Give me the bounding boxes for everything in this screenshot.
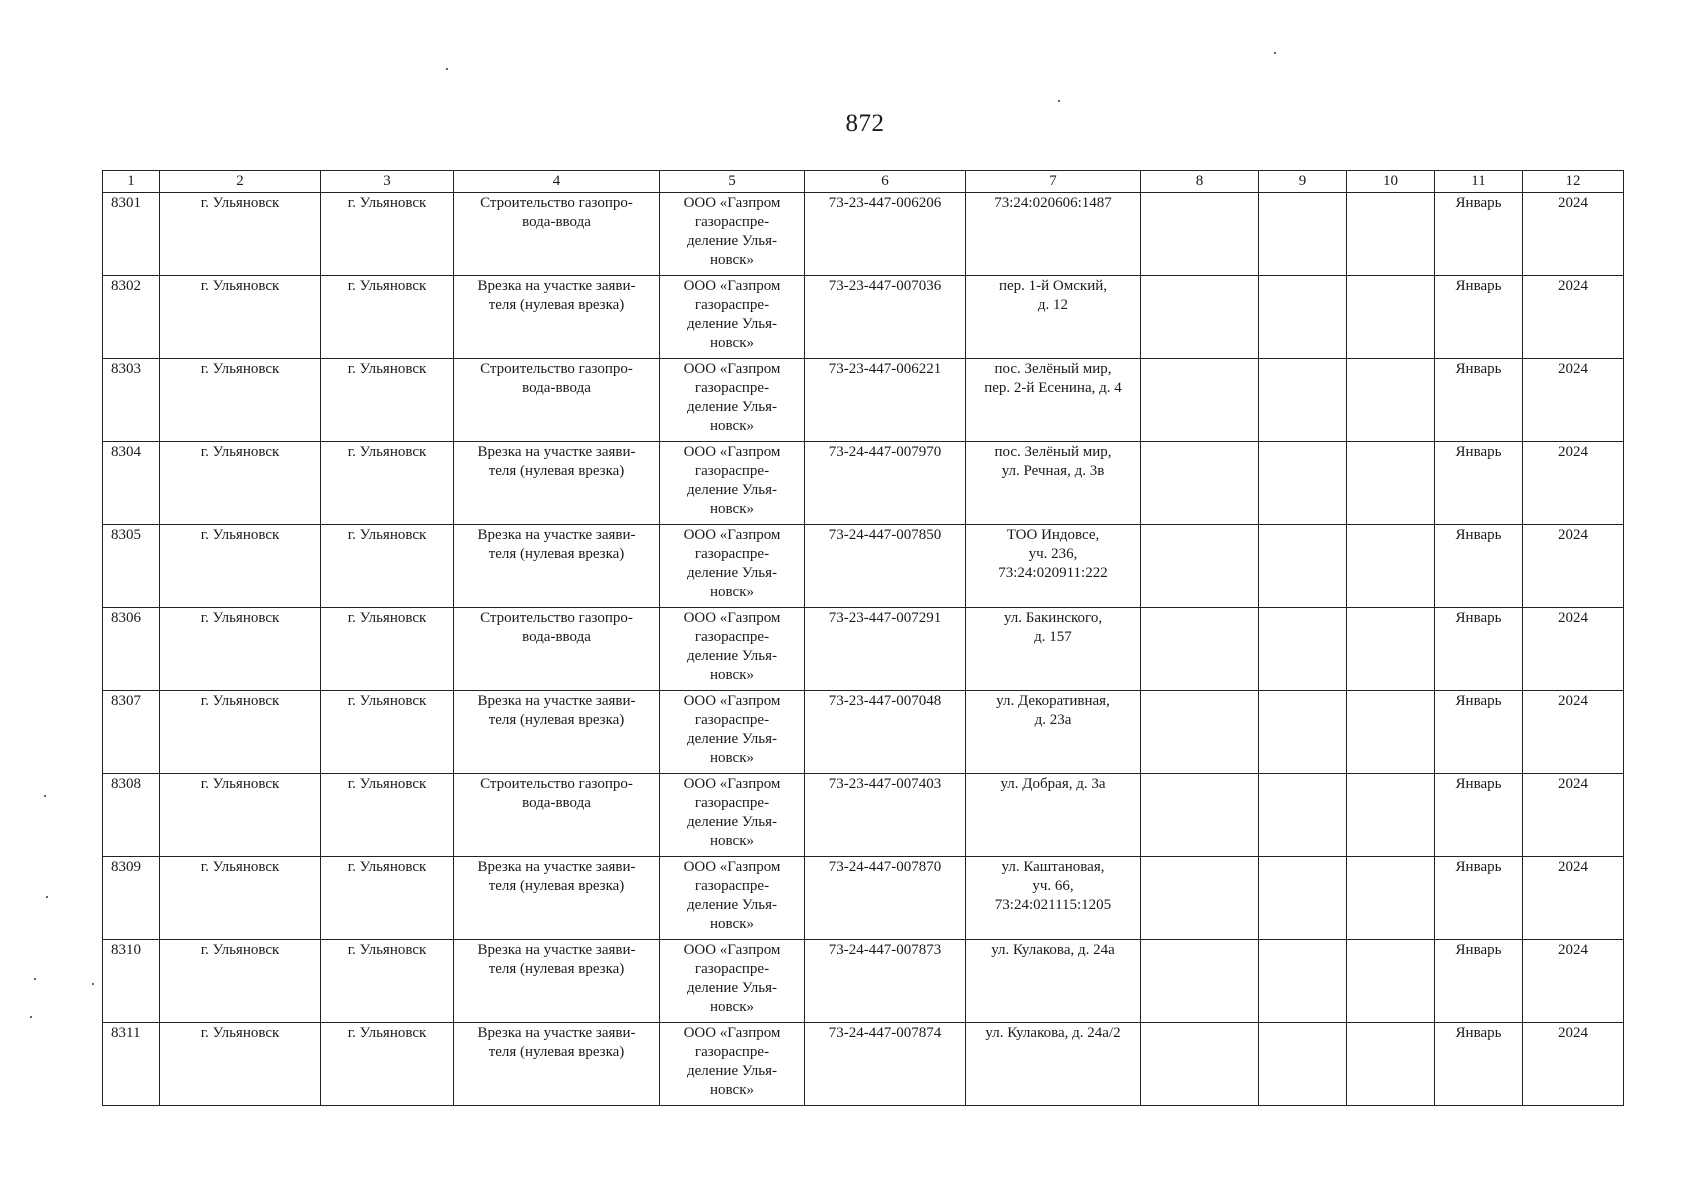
- cell-application-number: 73-23-447-006221: [805, 359, 966, 442]
- cell-work-type: [454, 1023, 660, 1106]
- cell-col-8: [1141, 276, 1259, 359]
- cell-settlement: г. Ульяновск: [321, 276, 454, 359]
- cell-line: ул. Бакинского,: [1003, 610, 1103, 626]
- cell-col-8: [1141, 193, 1259, 276]
- cell-number: 8306: [103, 608, 160, 691]
- cell-line: ООО «Газпром: [683, 1025, 781, 1041]
- cell-month: Январь: [1435, 1023, 1523, 1106]
- column-header-9: 9: [1259, 171, 1347, 193]
- cell-line: Врезка на участке заяви-: [477, 859, 636, 875]
- cell-col-10: [1347, 940, 1435, 1023]
- cell-col-8: [1141, 1023, 1259, 1106]
- cell-col-8: [1141, 857, 1259, 940]
- cell-col-8: [1141, 359, 1259, 442]
- cell-month: Январь: [1435, 691, 1523, 774]
- cell-line: Врезка на участке заяви-: [477, 693, 636, 709]
- cell-line: 73:24:020911:222: [998, 565, 1108, 581]
- scan-speck: [30, 1016, 32, 1018]
- cell-month: Январь: [1435, 774, 1523, 857]
- cell-settlement: г. Ульяновск: [321, 525, 454, 608]
- cell-organization: [660, 940, 805, 1023]
- column-header-12: 12: [1523, 171, 1624, 193]
- cell-line: деление Улья-: [686, 648, 778, 664]
- cell-year: 2024: [1523, 857, 1624, 940]
- cell-line: ООО «Газпром: [683, 942, 781, 958]
- cell-application-number: 73-23-447-007036: [805, 276, 966, 359]
- table-row: [103, 691, 1624, 774]
- cell-year: 2024: [1523, 608, 1624, 691]
- cell-address: [966, 608, 1141, 691]
- cell-settlement: г. Ульяновск: [321, 857, 454, 940]
- cell-organization: [660, 857, 805, 940]
- cell-organization: [660, 1023, 805, 1106]
- cell-line: газораспре-: [694, 1044, 770, 1060]
- cell-municipality: г. Ульяновск: [160, 608, 321, 691]
- cell-municipality: г. Ульяновск: [160, 525, 321, 608]
- cell-col-10: [1347, 774, 1435, 857]
- cell-line: теля (нулевая врезка): [488, 463, 625, 479]
- cell-line: ООО «Газпром: [683, 527, 781, 543]
- cell-address: [966, 359, 1141, 442]
- cell-col-9: [1259, 525, 1347, 608]
- cell-settlement: г. Ульяновск: [321, 442, 454, 525]
- cell-line: 73:24:020606:1487: [994, 195, 1112, 211]
- cell-col-10: [1347, 608, 1435, 691]
- cell-application-number: 73-23-447-007291: [805, 608, 966, 691]
- cell-line: ТОО Индовсе,: [1006, 527, 1100, 543]
- cell-line: газораспре-: [694, 878, 770, 894]
- cell-line: деление Улья-: [686, 233, 778, 249]
- cell-col-10: [1347, 442, 1435, 525]
- cell-col-8: [1141, 608, 1259, 691]
- table-row: [103, 359, 1624, 442]
- cell-col-10: [1347, 857, 1435, 940]
- cell-line: ООО «Газпром: [683, 444, 781, 460]
- cell-organization: [660, 359, 805, 442]
- cell-address: [966, 442, 1141, 525]
- cell-number: 8304: [103, 442, 160, 525]
- cell-address: [966, 857, 1141, 940]
- cell-line: газораспре-: [694, 712, 770, 728]
- cell-address: [966, 193, 1141, 276]
- cell-line: новск»: [710, 501, 754, 517]
- cell-line: ул. Кулакова, д. 24а/2: [985, 1025, 1121, 1041]
- cell-line: теля (нулевая врезка): [488, 297, 625, 313]
- cell-line: ООО «Газпром: [683, 859, 781, 875]
- cell-municipality: г. Ульяновск: [160, 940, 321, 1023]
- cell-number: 8302: [103, 276, 160, 359]
- cell-line: деление Улья-: [686, 980, 778, 996]
- header-row: [103, 171, 1624, 193]
- scan-speck: [34, 978, 36, 980]
- cell-number: 8307: [103, 691, 160, 774]
- cell-col-10: [1347, 1023, 1435, 1106]
- cell-year: 2024: [1523, 774, 1624, 857]
- table-body: [103, 193, 1624, 1106]
- cell-municipality: г. Ульяновск: [160, 1023, 321, 1106]
- cell-line: теля (нулевая врезка): [488, 546, 625, 562]
- cell-month: Январь: [1435, 940, 1523, 1023]
- table-row: [103, 940, 1624, 1023]
- cell-line: 73:24:021115:1205: [994, 897, 1112, 913]
- cell-line: деление Улья-: [686, 1063, 778, 1079]
- cell-year: 2024: [1523, 276, 1624, 359]
- cell-col-9: [1259, 359, 1347, 442]
- cell-line: теля (нулевая врезка): [488, 878, 625, 894]
- cell-col-8: [1141, 691, 1259, 774]
- page-number: 872: [845, 110, 885, 137]
- cell-year: 2024: [1523, 1023, 1624, 1106]
- cell-line: газораспре-: [694, 629, 770, 645]
- cell-application-number: 73-23-447-007403: [805, 774, 966, 857]
- column-header-5: 5: [660, 171, 805, 193]
- cell-line: теля (нулевая врезка): [488, 961, 625, 977]
- cell-work-type: [454, 774, 660, 857]
- cell-line: уч. 66,: [1032, 878, 1074, 894]
- cell-line: ул. Речная, д. 3в: [1001, 463, 1105, 479]
- cell-line: новск»: [710, 584, 754, 600]
- cell-line: газораспре-: [694, 297, 770, 313]
- cell-line: теля (нулевая врезка): [488, 712, 625, 728]
- cell-line: газораспре-: [694, 214, 770, 230]
- column-header-6: 6: [805, 171, 966, 193]
- cell-address: [966, 276, 1141, 359]
- cell-line: вода-ввода: [522, 795, 591, 811]
- cell-line: пос. Зелёный мир,: [994, 361, 1112, 377]
- cell-line: новск»: [710, 916, 754, 932]
- column-header-10: 10: [1347, 171, 1435, 193]
- cell-line: вода-ввода: [522, 380, 591, 396]
- cell-organization: [660, 691, 805, 774]
- cell-number: 8309: [103, 857, 160, 940]
- cell-col-9: [1259, 1023, 1347, 1106]
- cell-year: 2024: [1523, 359, 1624, 442]
- cell-line: Врезка на участке заяви-: [477, 444, 636, 460]
- cell-number: 8301: [103, 193, 160, 276]
- cell-municipality: г. Ульяновск: [160, 442, 321, 525]
- scan-speck: [46, 896, 48, 898]
- cell-col-10: [1347, 359, 1435, 442]
- cell-work-type: [454, 608, 660, 691]
- cell-line: пер. 2-й Есенина, д. 4: [984, 380, 1122, 396]
- cell-number: 8311: [103, 1023, 160, 1106]
- cell-organization: [660, 608, 805, 691]
- cell-year: 2024: [1523, 940, 1624, 1023]
- cell-line: Строительство газопро-: [480, 610, 633, 626]
- cell-line: газораспре-: [694, 795, 770, 811]
- column-header-7: 7: [966, 171, 1141, 193]
- scan-speck: [92, 983, 94, 985]
- column-header-3: 3: [321, 171, 454, 193]
- cell-municipality: г. Ульяновск: [160, 691, 321, 774]
- cell-organization: [660, 774, 805, 857]
- cell-organization: [660, 276, 805, 359]
- table-row: [103, 193, 1624, 276]
- cell-line: ООО «Газпром: [683, 195, 781, 211]
- cell-work-type: [454, 442, 660, 525]
- cell-organization: [660, 193, 805, 276]
- cell-line: газораспре-: [694, 380, 770, 396]
- cell-line: деление Улья-: [686, 316, 778, 332]
- cell-col-10: [1347, 276, 1435, 359]
- cell-number: 8303: [103, 359, 160, 442]
- column-header-4: 4: [454, 171, 660, 193]
- cell-address: [966, 691, 1141, 774]
- cell-work-type: [454, 276, 660, 359]
- cell-settlement: г. Ульяновск: [321, 359, 454, 442]
- cell-line: новск»: [710, 418, 754, 434]
- cell-line: ООО «Газпром: [683, 278, 781, 294]
- cell-address: [966, 525, 1141, 608]
- cell-line: новск»: [710, 1082, 754, 1098]
- cell-line: газораспре-: [694, 546, 770, 562]
- cell-line: новск»: [710, 999, 754, 1015]
- table-row: [103, 276, 1624, 359]
- cell-line: новск»: [710, 335, 754, 351]
- cell-line: ул. Декоративная,: [996, 693, 1110, 709]
- cell-line: ООО «Газпром: [683, 361, 781, 377]
- cell-month: Январь: [1435, 608, 1523, 691]
- cell-work-type: [454, 691, 660, 774]
- cell-line: газораспре-: [694, 961, 770, 977]
- cell-line: Врезка на участке заяви-: [477, 1025, 636, 1041]
- cell-organization: [660, 525, 805, 608]
- cell-line: теля (нулевая врезка): [488, 1044, 625, 1060]
- cell-line: Строительство газопро-: [480, 776, 633, 792]
- table-row: [103, 525, 1624, 608]
- cell-year: 2024: [1523, 691, 1624, 774]
- cell-col-9: [1259, 940, 1347, 1023]
- table-row: [103, 608, 1624, 691]
- cell-organization: [660, 442, 805, 525]
- cell-line: уч. 236,: [1028, 546, 1078, 562]
- scan-speck: [1274, 52, 1276, 54]
- cell-work-type: [454, 359, 660, 442]
- cell-application-number: 73-24-447-007970: [805, 442, 966, 525]
- cell-settlement: г. Ульяновск: [321, 940, 454, 1023]
- cell-month: Январь: [1435, 276, 1523, 359]
- cell-line: деление Улья-: [686, 814, 778, 830]
- table-row: [103, 1023, 1624, 1106]
- cell-line: Строительство газопро-: [480, 361, 633, 377]
- cell-line: Врезка на участке заяви-: [477, 527, 636, 543]
- cell-line: ООО «Газпром: [683, 776, 781, 792]
- cell-application-number: 73-24-447-007870: [805, 857, 966, 940]
- scan-speck: [446, 68, 448, 70]
- cell-col-10: [1347, 193, 1435, 276]
- cell-col-9: [1259, 691, 1347, 774]
- scan-speck: [1058, 100, 1060, 102]
- cell-number: 8305: [103, 525, 160, 608]
- cell-municipality: г. Ульяновск: [160, 193, 321, 276]
- cell-col-10: [1347, 691, 1435, 774]
- cell-line: деление Улья-: [686, 897, 778, 913]
- cell-col-8: [1141, 940, 1259, 1023]
- cell-line: д. 12: [1037, 297, 1069, 313]
- cell-line: ООО «Газпром: [683, 693, 781, 709]
- column-header-11: 11: [1435, 171, 1523, 193]
- cell-address: [966, 1023, 1141, 1106]
- cell-col-9: [1259, 276, 1347, 359]
- cell-number: 8310: [103, 940, 160, 1023]
- cell-line: Строительство газопро-: [480, 195, 633, 211]
- cell-month: Январь: [1435, 525, 1523, 608]
- cell-line: ул. Кулакова, д. 24а: [991, 942, 1115, 958]
- cell-col-9: [1259, 774, 1347, 857]
- cell-month: Январь: [1435, 359, 1523, 442]
- cell-line: новск»: [710, 667, 754, 683]
- cell-number: 8308: [103, 774, 160, 857]
- cell-line: ООО «Газпром: [683, 610, 781, 626]
- cell-line: новск»: [710, 252, 754, 268]
- cell-line: Врезка на участке заяви-: [477, 278, 636, 294]
- cell-work-type: [454, 193, 660, 276]
- cell-line: новск»: [710, 750, 754, 766]
- cell-address: [966, 940, 1141, 1023]
- cell-col-9: [1259, 608, 1347, 691]
- cell-line: Врезка на участке заяви-: [477, 942, 636, 958]
- cell-application-number: 73-23-447-006206: [805, 193, 966, 276]
- cell-col-10: [1347, 525, 1435, 608]
- cell-line: пер. 1-й Омский,: [998, 278, 1108, 294]
- cell-col-9: [1259, 857, 1347, 940]
- cell-col-8: [1141, 774, 1259, 857]
- cell-work-type: [454, 525, 660, 608]
- cell-line: д. 157: [1034, 629, 1072, 645]
- cell-settlement: г. Ульяновск: [321, 774, 454, 857]
- cell-settlement: г. Ульяновск: [321, 1023, 454, 1106]
- table-row: [103, 774, 1624, 857]
- cell-application-number: 73-24-447-007850: [805, 525, 966, 608]
- cell-municipality: г. Ульяновск: [160, 359, 321, 442]
- cell-col-8: [1141, 442, 1259, 525]
- cell-line: деление Улья-: [686, 731, 778, 747]
- cell-line: пос. Зелёный мир,: [994, 444, 1112, 460]
- column-header-1: 1: [103, 171, 160, 193]
- column-header-2: 2: [160, 171, 321, 193]
- cell-line: газораспре-: [694, 463, 770, 479]
- cell-application-number: 73-24-447-007873: [805, 940, 966, 1023]
- cell-year: 2024: [1523, 193, 1624, 276]
- cell-address: [966, 774, 1141, 857]
- cell-line: ул. Добрая, д. 3а: [1000, 776, 1106, 792]
- cell-line: новск»: [710, 833, 754, 849]
- cell-settlement: г. Ульяновск: [321, 193, 454, 276]
- column-header-8: 8: [1141, 171, 1259, 193]
- table-row: [103, 857, 1624, 940]
- cell-line: ул. Каштановая,: [1001, 859, 1105, 875]
- cell-line: вода-ввода: [522, 629, 591, 645]
- cell-work-type: [454, 940, 660, 1023]
- cell-col-9: [1259, 193, 1347, 276]
- cell-line: деление Улья-: [686, 565, 778, 581]
- cell-line: деление Улья-: [686, 399, 778, 415]
- scan-speck: [44, 795, 46, 797]
- cell-line: д. 23а: [1034, 712, 1072, 728]
- cell-line: вода-ввода: [522, 214, 591, 230]
- cell-municipality: г. Ульяновск: [160, 857, 321, 940]
- cell-month: Январь: [1435, 442, 1523, 525]
- cell-line: деление Улья-: [686, 482, 778, 498]
- cell-settlement: г. Ульяновск: [321, 691, 454, 774]
- cell-application-number: 73-23-447-007048: [805, 691, 966, 774]
- cell-month: Январь: [1435, 193, 1523, 276]
- cell-municipality: г. Ульяновск: [160, 774, 321, 857]
- cell-month: Январь: [1435, 857, 1523, 940]
- table-row: [103, 442, 1624, 525]
- cell-application-number: 73-24-447-007874: [805, 1023, 966, 1106]
- registry-table: [102, 170, 1624, 1106]
- cell-work-type: [454, 857, 660, 940]
- cell-municipality: г. Ульяновск: [160, 276, 321, 359]
- cell-settlement: г. Ульяновск: [321, 608, 454, 691]
- cell-col-9: [1259, 442, 1347, 525]
- cell-col-8: [1141, 525, 1259, 608]
- cell-year: 2024: [1523, 442, 1624, 525]
- cell-year: 2024: [1523, 525, 1624, 608]
